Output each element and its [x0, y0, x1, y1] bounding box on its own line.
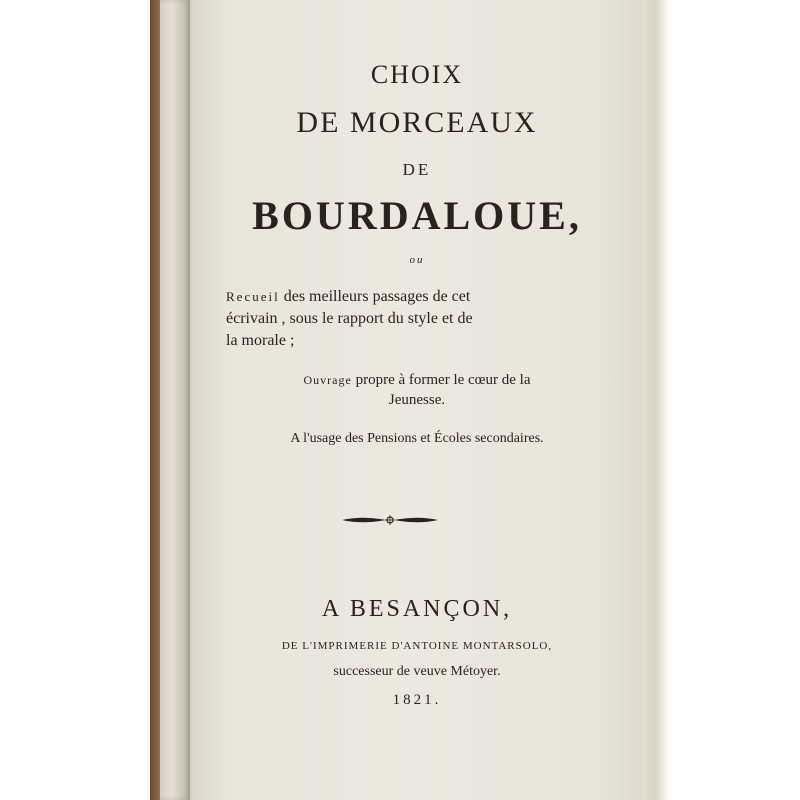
title-line-de-morceaux: DE MORCEAUX: [296, 106, 538, 139]
purpose-lead: Ouvrage: [303, 373, 352, 387]
description-line1: des meilleurs passages de cet: [283, 288, 471, 305]
purpose-paragraph: [232, 370, 602, 410]
page-stack-edge: [160, 0, 190, 800]
title-line-ou: ou: [409, 254, 425, 266]
imprint-city: A BESANÇON,: [321, 596, 513, 622]
description-line2: écrivain , sous le rapport du style et de: [226, 310, 473, 327]
purpose-line2: Jeunesse.: [388, 392, 446, 408]
page-right-edge: [640, 0, 670, 800]
imprint-year: 1821.: [392, 692, 442, 708]
title-page: [192, 0, 642, 800]
title-line-choix: CHOIX: [370, 60, 464, 89]
description-lead: Recueil: [226, 289, 280, 304]
ornament-divider-icon: [340, 510, 440, 530]
description-paragraph: [226, 286, 586, 352]
description-line3: la morale ;: [226, 332, 295, 349]
imprint-successor: successeur de veuve Métoyer.: [333, 664, 501, 679]
imprint-printer: DE L'IMPRIMERIE D'ANTOINE MONTARSOLO,: [281, 640, 553, 652]
title-line-de: DE: [402, 160, 432, 179]
usage-line: A l'usage des Pensions et Écoles secondaires.: [290, 431, 544, 446]
purpose-line1: propre à former le cœur de la: [355, 372, 531, 388]
title-line-bourdaloue: BOURDALOUE,: [252, 193, 582, 238]
